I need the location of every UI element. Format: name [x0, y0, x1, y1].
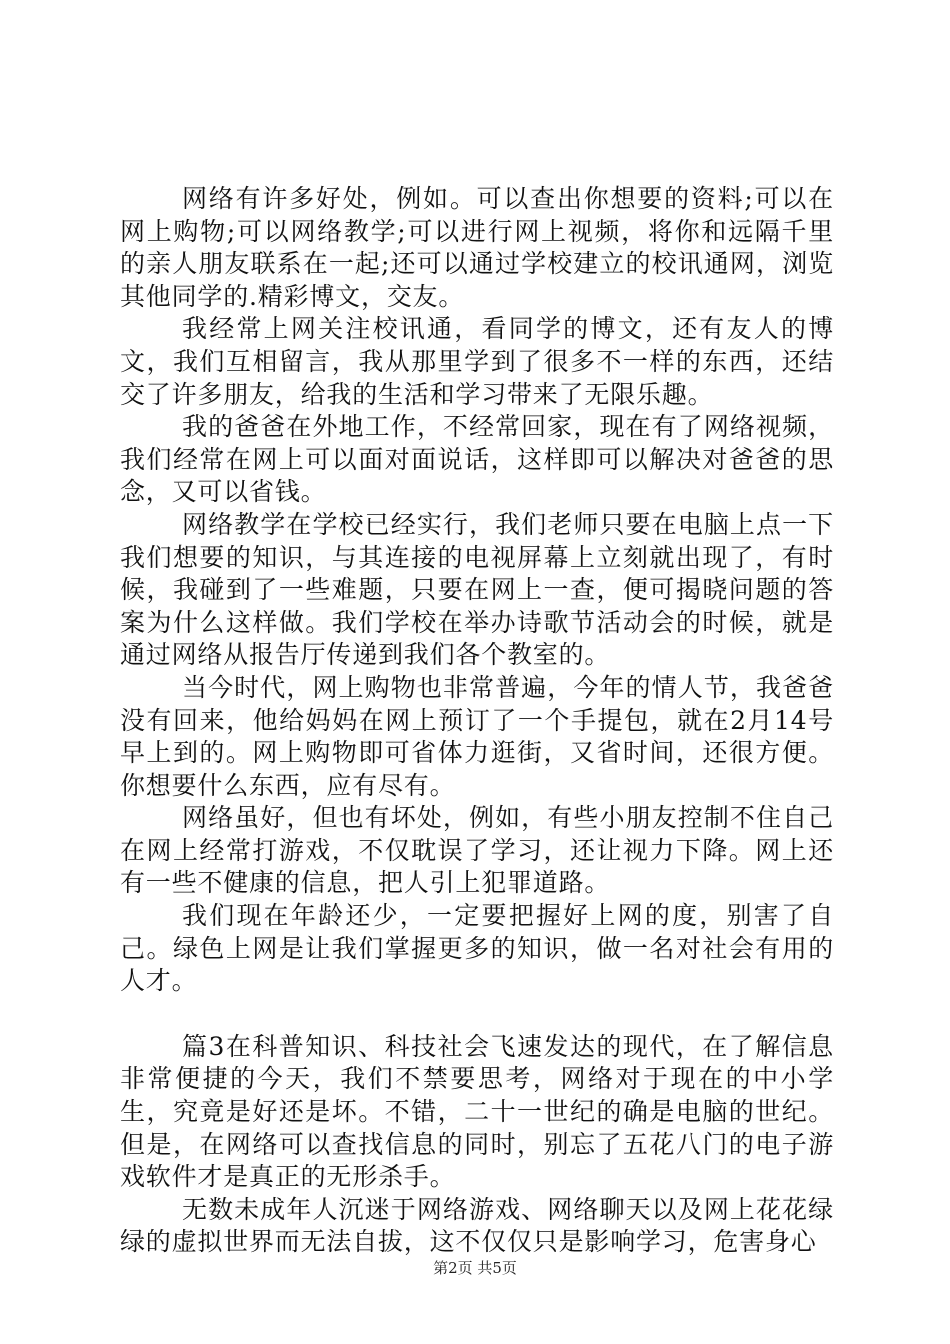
- page-number: 第2页 共5页: [433, 1259, 517, 1277]
- paragraph: 网络有许多好处，例如。可以查出你想要的资料;可以在网上购物;可以网络教学;可以进行网上视频，将你和远隔千里的亲人朋友联系在一起;还可以通过学校建立的校讯通网，浏览其他同学的.精彩博文，交友。: [120, 184, 834, 311]
- page-footer: [0, 1258, 950, 1278]
- paragraph: 当今时代，网上购物也非常普遍，今年的情人节，我爸爸没有回来，他给妈妈在网上预订了一个手提包，就在2月14号早上到的。网上购物即可省体力逛街，又省时间，还很方便。你想要什么东西，应有尽有。: [120, 672, 834, 800]
- document-body: [120, 183, 834, 1259]
- paragraph: 无数未成年人沉迷于网络游戏、网络聊天以及网上花花绿绿的虚拟世界而无法自拔，这不仅仅只是影响学习，危害身心: [120, 1194, 834, 1257]
- paragraph: 我经常上网关注校讯通，看同学的博文，还有友人的博文，我们互相留言，我从那里学到了很多不一样的东西，还结交了许多朋友，给我的生活和学习带来了无限乐趣。: [120, 314, 834, 409]
- section-paragraph: 篇3在科普知识、科技社会飞速发达的现代，在了解信息非常便捷的今天，我们不禁要思考，网络对于现在的中小学生，究竟是好还是坏。不错，二十一世纪的确是电脑的世纪。但是，在网络可以查找信息的同时，别忘了五花八门的电子游戏软件才是真正的无形杀手。: [120, 1031, 834, 1192]
- paragraph: 网络教学在学校已经实行，我们老师只要在电脑上点一下我们想要的知识，与其连接的电视屏幕上立刻就出现了，有时候，我碰到了一些难题，只要在网上一查，便可揭晓问题的答案为什么这样做。我们学校在举办诗歌节活动会的时候，就是通过网络从报告厅传递到我们各个教室的。: [120, 509, 834, 670]
- paragraph: 我们现在年龄还少，一定要把握好上网的度，别害了自己。绿色上网是让我们掌握更多的知识，做一名对社会有用的人才。: [120, 901, 834, 996]
- paragraph: 我的爸爸在外地工作，不经常回家，现在有了网络视频，我们经常在网上可以面对面说话，这样即可以解决对爸爸的思念，又可以省钱。: [120, 412, 834, 507]
- paragraph: 网络虽好，但也有坏处，例如，有些小朋友控制不住自己在网上经常打游戏，不仅耽误了学习，还让视力下降。网上还有一些不健康的信息，把人引上犯罪道路。: [120, 803, 834, 898]
